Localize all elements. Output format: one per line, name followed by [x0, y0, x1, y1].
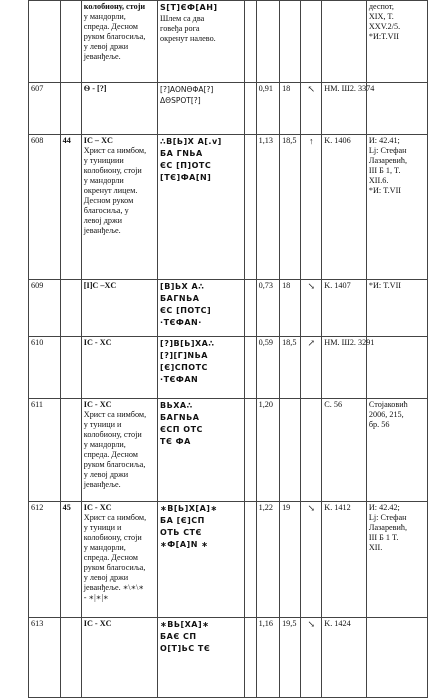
- collection-cell: [322, 280, 367, 337]
- legend-cell: [158, 83, 245, 135]
- legend-line: [?]ΑΟΝΘΦΑ[?]: [160, 85, 214, 94]
- description-line: IC - XC: [83, 400, 112, 409]
- plate-number-cell: [60, 337, 81, 399]
- catalog-row: [29, 280, 428, 337]
- weight-value: 0,59: [258, 338, 273, 347]
- diameter-cell: [280, 337, 301, 399]
- legend-cell: [158, 502, 245, 618]
- collection-cell: [322, 502, 367, 618]
- catalog-number: 609: [31, 281, 44, 290]
- legend-line: S[T]ЄФ[АН]: [160, 3, 218, 12]
- catalog-number: 607: [31, 84, 44, 93]
- literature-cell: [366, 618, 427, 698]
- catalog-table-body: [29, 1, 428, 698]
- blank-cell: [244, 1, 256, 83]
- description-line: Десном руком: [83, 196, 134, 205]
- plate-number-cell: [60, 502, 81, 618]
- description-line: јеванђеље. ∗\∗\∗: [83, 583, 144, 592]
- legend-line: ΔΘSΡΟΤ[?]: [160, 96, 201, 105]
- description-line: спреда. Десном: [83, 553, 138, 562]
- collection-ref: С. 56: [324, 400, 343, 409]
- blank-cell: [244, 83, 256, 135]
- description-line: јеванђеље.: [83, 52, 121, 61]
- literature-line: деспот,: [368, 2, 394, 11]
- legend-line: ∗Ф[А]N ∗: [160, 540, 209, 549]
- literature-cell: [366, 135, 427, 280]
- description-cell: [81, 502, 157, 618]
- die-axis-arrow-icon: ↘: [307, 503, 316, 513]
- description-line: у тунициии: [83, 156, 124, 165]
- weight-cell: [256, 135, 279, 280]
- die-axis-cell: [301, 135, 322, 280]
- description-line: у туници и: [83, 523, 122, 532]
- legend-line: ∗ВЬ[ХА]∗: [160, 620, 210, 629]
- description-line: спреда. Десном: [83, 22, 138, 31]
- weight-value: 0,91: [258, 84, 273, 93]
- legend-line: БА [Є]СП: [160, 516, 205, 525]
- legend-line: ∗В[Ь]Х[А]∗: [160, 504, 218, 513]
- coin-catalog-table: [28, 0, 428, 698]
- weight-value: 1,13: [258, 136, 273, 145]
- diameter-cell: [280, 1, 301, 83]
- catalog-row: [29, 618, 428, 698]
- literature-line: Лазаревић,: [368, 156, 408, 165]
- description-cell: [81, 1, 157, 83]
- legend-line: [?]В[Ь]ХА∴: [160, 339, 215, 348]
- description-line: у мандорли: [83, 176, 124, 185]
- weight-value: 1,16: [258, 619, 273, 628]
- legend-line: Шлем са два: [160, 14, 205, 23]
- catalog-number-cell: [29, 399, 61, 502]
- plate-number-cell: [60, 618, 81, 698]
- literature-cell: [366, 502, 427, 618]
- description-line: Христ са нимбом,: [83, 513, 147, 522]
- literature-line: *И: T.VII: [368, 186, 402, 195]
- description-line: у мандорли,: [83, 543, 126, 552]
- literature-line: *И: T.VII: [368, 281, 402, 290]
- die-axis-arrow-icon: ↗: [307, 338, 316, 348]
- collection-cell: [322, 618, 367, 698]
- literature-line: XII.6.: [368, 176, 389, 185]
- catalog-number: 612: [31, 503, 44, 512]
- weight-value: 1,20: [258, 400, 273, 409]
- collection-ref: K. 1407: [324, 281, 351, 290]
- catalog-number: 613: [31, 619, 44, 628]
- catalog-row: [29, 337, 428, 399]
- literature-line: И: 42.42;: [368, 503, 400, 512]
- catalog-row: [29, 135, 428, 280]
- description-line: јеванђеље.: [83, 480, 121, 489]
- description-line: IC – XC: [83, 136, 113, 145]
- diameter-cell: [280, 618, 301, 698]
- collection-ref: НМ. Ш2. 3291: [324, 338, 375, 347]
- legend-line: ВЬХА∴: [160, 401, 193, 410]
- weight-cell: [256, 83, 279, 135]
- description-line: руком благосиља,: [83, 563, 146, 572]
- diameter-value: 18,5: [282, 136, 297, 145]
- legend-line: БАЄ СП: [160, 632, 197, 641]
- catalog-row: [29, 502, 428, 618]
- legend-line: ОТЬ СТЄ: [160, 528, 202, 537]
- diameter-cell: [280, 280, 301, 337]
- legend-line: ТЄ ФА: [160, 437, 191, 446]
- legend-cell: [158, 337, 245, 399]
- legend-cell: [158, 135, 245, 280]
- description-line: благосиља, у: [83, 206, 129, 215]
- literature-line: III Б 1 T.: [368, 533, 399, 542]
- literature-line: Lj: Стефан: [368, 146, 407, 155]
- legend-line: [Є]СПОТС: [160, 363, 208, 372]
- literature-cell: [366, 399, 427, 502]
- description-cell: [81, 83, 157, 135]
- description-cell: [81, 399, 157, 502]
- die-axis-cell: [301, 618, 322, 698]
- plate-number-cell: [60, 83, 81, 135]
- catalog-row: [29, 83, 428, 135]
- catalog-row: [29, 399, 428, 502]
- literature-line: бр. 56: [368, 420, 390, 429]
- legend-line: ·ТЄФАN·: [160, 318, 202, 327]
- literature-line: Лазаревић,: [368, 523, 408, 532]
- diameter-cell: [280, 502, 301, 618]
- catalog-number-cell: [29, 135, 61, 280]
- catalog-number-cell: [29, 280, 61, 337]
- blank-cell: [244, 280, 256, 337]
- plate-number-cell: [60, 1, 81, 83]
- description-line: колобиону, стоји: [83, 2, 146, 11]
- collection-cell: [322, 83, 375, 135]
- blank-cell: [244, 502, 256, 618]
- legend-line: ЄС [П]ОТС: [160, 161, 212, 170]
- plate-number-cell: [60, 135, 81, 280]
- description-line: у левој држи: [83, 470, 129, 479]
- description-line: у туници и: [83, 420, 122, 429]
- diameter-cell: [280, 83, 301, 135]
- description-line: јеванђеље.: [83, 226, 121, 235]
- diameter-cell: [280, 135, 301, 280]
- description-line: Ѳ - [?]: [83, 84, 107, 93]
- plate-number: 44: [62, 136, 71, 145]
- legend-line: ∴B[Ь]X А[.v]: [160, 137, 222, 146]
- legend-line: БА ГNЬА: [160, 149, 203, 158]
- diameter-cell: [280, 399, 301, 502]
- diameter-value: 18: [282, 84, 291, 93]
- literature-line: И: 42.41;: [368, 136, 400, 145]
- description-line: - ∗|∗|∗: [83, 593, 109, 602]
- description-line: у мандорли,: [83, 12, 126, 21]
- weight-cell: [256, 502, 279, 618]
- collection-cell: [322, 337, 375, 399]
- die-axis-cell: [301, 399, 322, 502]
- description-line: руком благосиља,: [83, 460, 146, 469]
- plate-number-cell: [60, 280, 81, 337]
- description-line: Христ са нимбом,: [83, 146, 147, 155]
- description-line: [I]C –XC: [83, 281, 117, 290]
- literature-line: Стојаковић: [368, 400, 408, 409]
- weight-cell: [256, 1, 279, 83]
- blank-cell: [244, 135, 256, 280]
- catalog-number: 608: [31, 136, 44, 145]
- legend-line: БАГNЬА: [160, 294, 200, 303]
- diameter-value: 19: [282, 503, 291, 512]
- legend-line: [?][Г]NЬА: [160, 351, 208, 360]
- description-cell: [81, 337, 157, 399]
- weight-value: 0,73: [258, 281, 273, 290]
- weight-cell: [256, 337, 279, 399]
- weight-cell: [256, 618, 279, 698]
- collection-ref: НМ. Ш2. 3374: [324, 84, 375, 93]
- legend-line: окренут налево.: [160, 34, 216, 43]
- die-axis-arrow-icon: ↘: [307, 619, 316, 629]
- description-line: Христ са нимбом,: [83, 410, 147, 419]
- literature-line: XIX, T.: [368, 12, 394, 21]
- die-axis-arrow-icon: ↖: [307, 84, 316, 94]
- die-axis-arrow-icon: ↘: [307, 281, 316, 291]
- description-cell: [81, 280, 157, 337]
- collection-ref: K. 1412: [324, 503, 351, 512]
- legend-cell: [158, 399, 245, 502]
- collection-cell: [322, 1, 367, 83]
- description-line: у левој држи: [83, 573, 129, 582]
- literature-line: XII.: [368, 543, 383, 552]
- description-line: IC - XC: [83, 619, 112, 628]
- catalog-number-cell: [29, 502, 61, 618]
- description-line: левој држи: [83, 216, 123, 225]
- legend-line: БАГNЬА: [160, 413, 200, 422]
- legend-line: ЄСП ОТС: [160, 425, 203, 434]
- diameter-value: 18: [282, 281, 291, 290]
- description-line: IC - XC: [83, 503, 112, 512]
- legend-cell: [158, 1, 245, 83]
- blank-cell: [244, 399, 256, 502]
- weight-value: 1,22: [258, 503, 273, 512]
- weight-cell: [256, 399, 279, 502]
- literature-cell: [366, 83, 427, 135]
- catalog-number: 611: [31, 400, 43, 409]
- catalog-row: [29, 1, 428, 83]
- catalog-number-cell: [29, 1, 61, 83]
- description-line: у левој држи: [83, 42, 129, 51]
- die-axis-arrow-icon: ↑: [308, 136, 314, 146]
- description-line: IC - XC: [83, 338, 112, 347]
- collection-ref: K. 1406: [324, 136, 351, 145]
- literature-cell: [366, 337, 427, 399]
- diameter-value: 19,5: [282, 619, 297, 628]
- literature-line: XXV.2/5.: [368, 22, 401, 31]
- catalog-number: 610: [31, 338, 44, 347]
- description-line: колобиону, стоји: [83, 533, 142, 542]
- literature-cell: [366, 280, 427, 337]
- legend-line: [ТЄ]ФА[N]: [160, 173, 212, 182]
- plate-number-cell: [60, 399, 81, 502]
- literature-line: Lj: Стефан: [368, 513, 407, 522]
- plate-number: 45: [62, 503, 71, 512]
- die-axis-cell: [301, 83, 322, 135]
- description-line: колобиону, стоји: [83, 430, 142, 439]
- die-axis-cell: [301, 1, 322, 83]
- description-line: у мандорли,: [83, 440, 126, 449]
- diameter-value: 18,5: [282, 338, 297, 347]
- legend-line: О[Т]ЬС ТЄ: [160, 644, 211, 653]
- description-line: руком благосиља,: [83, 32, 146, 41]
- blank-cell: [244, 337, 256, 399]
- die-axis-cell: [301, 337, 322, 399]
- catalog-number-cell: [29, 83, 61, 135]
- catalog-number-cell: [29, 337, 61, 399]
- legend-line: говеђа рога: [160, 24, 200, 33]
- legend-cell: [158, 280, 245, 337]
- catalog-number-cell: [29, 618, 61, 698]
- literature-line: *И:T.VII: [368, 32, 399, 41]
- description-cell: [81, 618, 157, 698]
- collection-cell: [322, 135, 367, 280]
- description-line: окренут лицем.: [83, 186, 138, 195]
- legend-cell: [158, 618, 245, 698]
- description-line: спреда. Десном: [83, 450, 138, 459]
- legend-line: [В]ЬХ А∴: [160, 282, 205, 291]
- die-axis-cell: [301, 280, 322, 337]
- weight-cell: [256, 280, 279, 337]
- legend-line: ·ТЄФАN: [160, 375, 199, 384]
- blank-cell: [244, 618, 256, 698]
- literature-cell: [366, 1, 427, 83]
- collection-ref: K. 1424: [324, 619, 351, 628]
- literature-line: 2006, 215,: [368, 410, 404, 419]
- legend-line: ЄС [ПОТС]: [160, 306, 212, 315]
- description-cell: [81, 135, 157, 280]
- literature-line: III Б 1, T.: [368, 166, 401, 175]
- collection-cell: [322, 399, 367, 502]
- die-axis-cell: [301, 502, 322, 618]
- description-line: колобиону, стоји: [83, 166, 142, 175]
